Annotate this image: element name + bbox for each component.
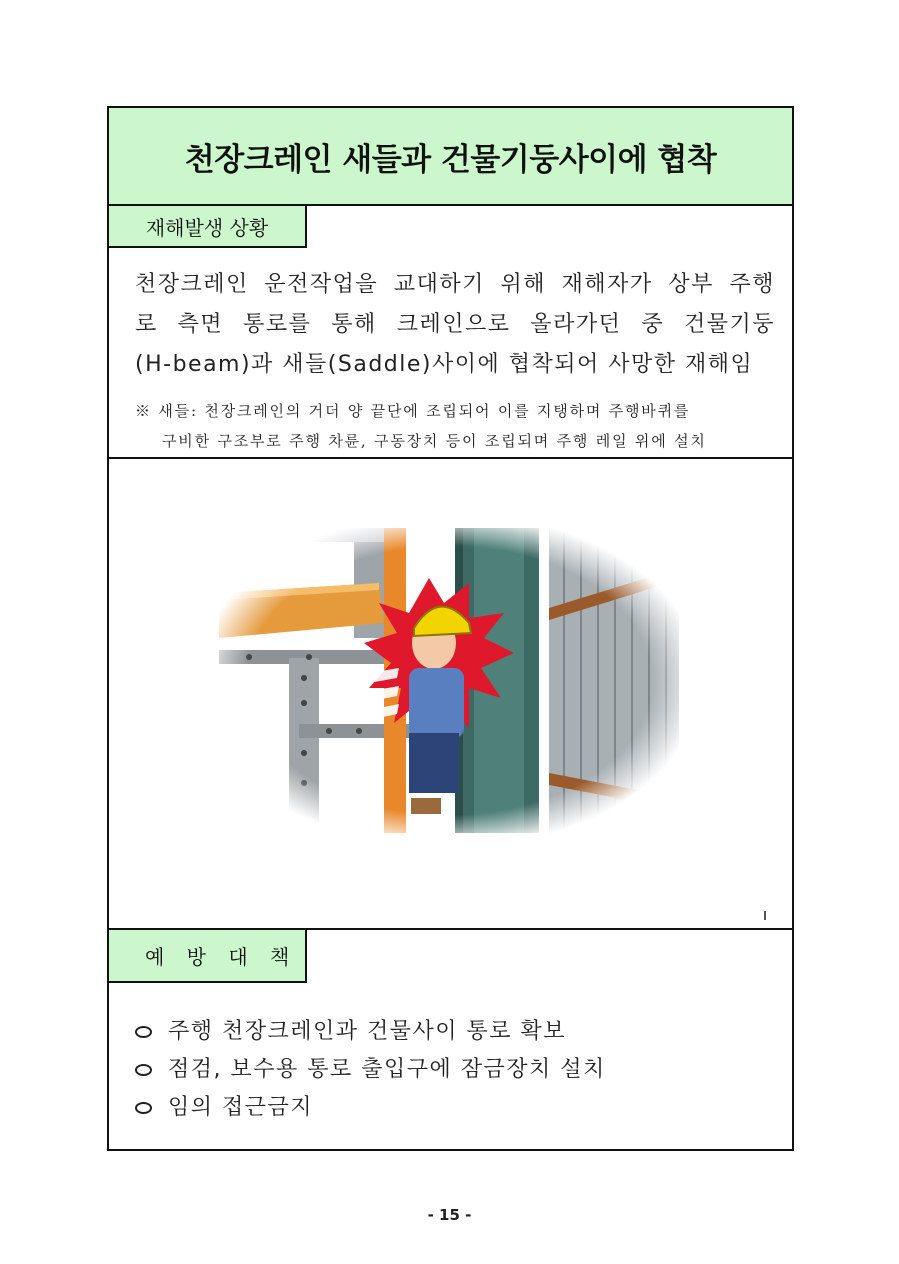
- list-item: [135, 1013, 755, 1051]
- situation-line: 로 측면 통로를 통해 크레인으로 올라가던 중 건물기둥: [135, 312, 775, 337]
- divider: [109, 457, 792, 459]
- prevention-list: [135, 1013, 755, 1127]
- note-line: ※ 새들: 천장크레인의 거더 양 끝단에 조립되어 이를 지탱하며 주행바퀴를: [135, 402, 691, 420]
- circle-bullet-icon: [135, 1102, 152, 1114]
- crane-accident-illustration: [219, 528, 679, 833]
- note-line: 구비한 구조부로 주행 차륜, 구동장치 등이 조립되며 주행 레일 위에 설치: [162, 432, 707, 450]
- situation-heading: 재해발생 상황: [109, 206, 307, 248]
- situation-line: 천장크레인 운전작업을 교대하기 위해 재해자가 상부 주행: [135, 272, 775, 297]
- prevention-item-text: 주행 천장크레인과 건물사이 통로 확보: [168, 1019, 567, 1044]
- circle-bullet-icon: [135, 1064, 152, 1076]
- list-item: [135, 1089, 755, 1127]
- situation-line: (H-beam)과 새들(Saddle)사이에 협착되어 사망한 재해임: [135, 352, 754, 377]
- circle-bullet-icon: [135, 1026, 152, 1038]
- prevention-item-text: 임의 접근금지: [168, 1095, 314, 1120]
- divider: [764, 911, 766, 920]
- prevention-item-text: 점검, 보수용 통로 출입구에 잠금장치 설치: [168, 1057, 606, 1082]
- situation-description: [135, 265, 775, 385]
- accident-case-frame: [107, 106, 794, 1151]
- title-bar: [109, 108, 792, 206]
- list-item: [135, 1051, 755, 1089]
- saddle-note: [135, 396, 780, 456]
- prevention-heading: 예 방 대 책: [109, 930, 307, 983]
- page-title: 천장크레인 새들과 건물기둥사이에 협착: [184, 141, 717, 178]
- page-number: - 15 -: [427, 1206, 472, 1224]
